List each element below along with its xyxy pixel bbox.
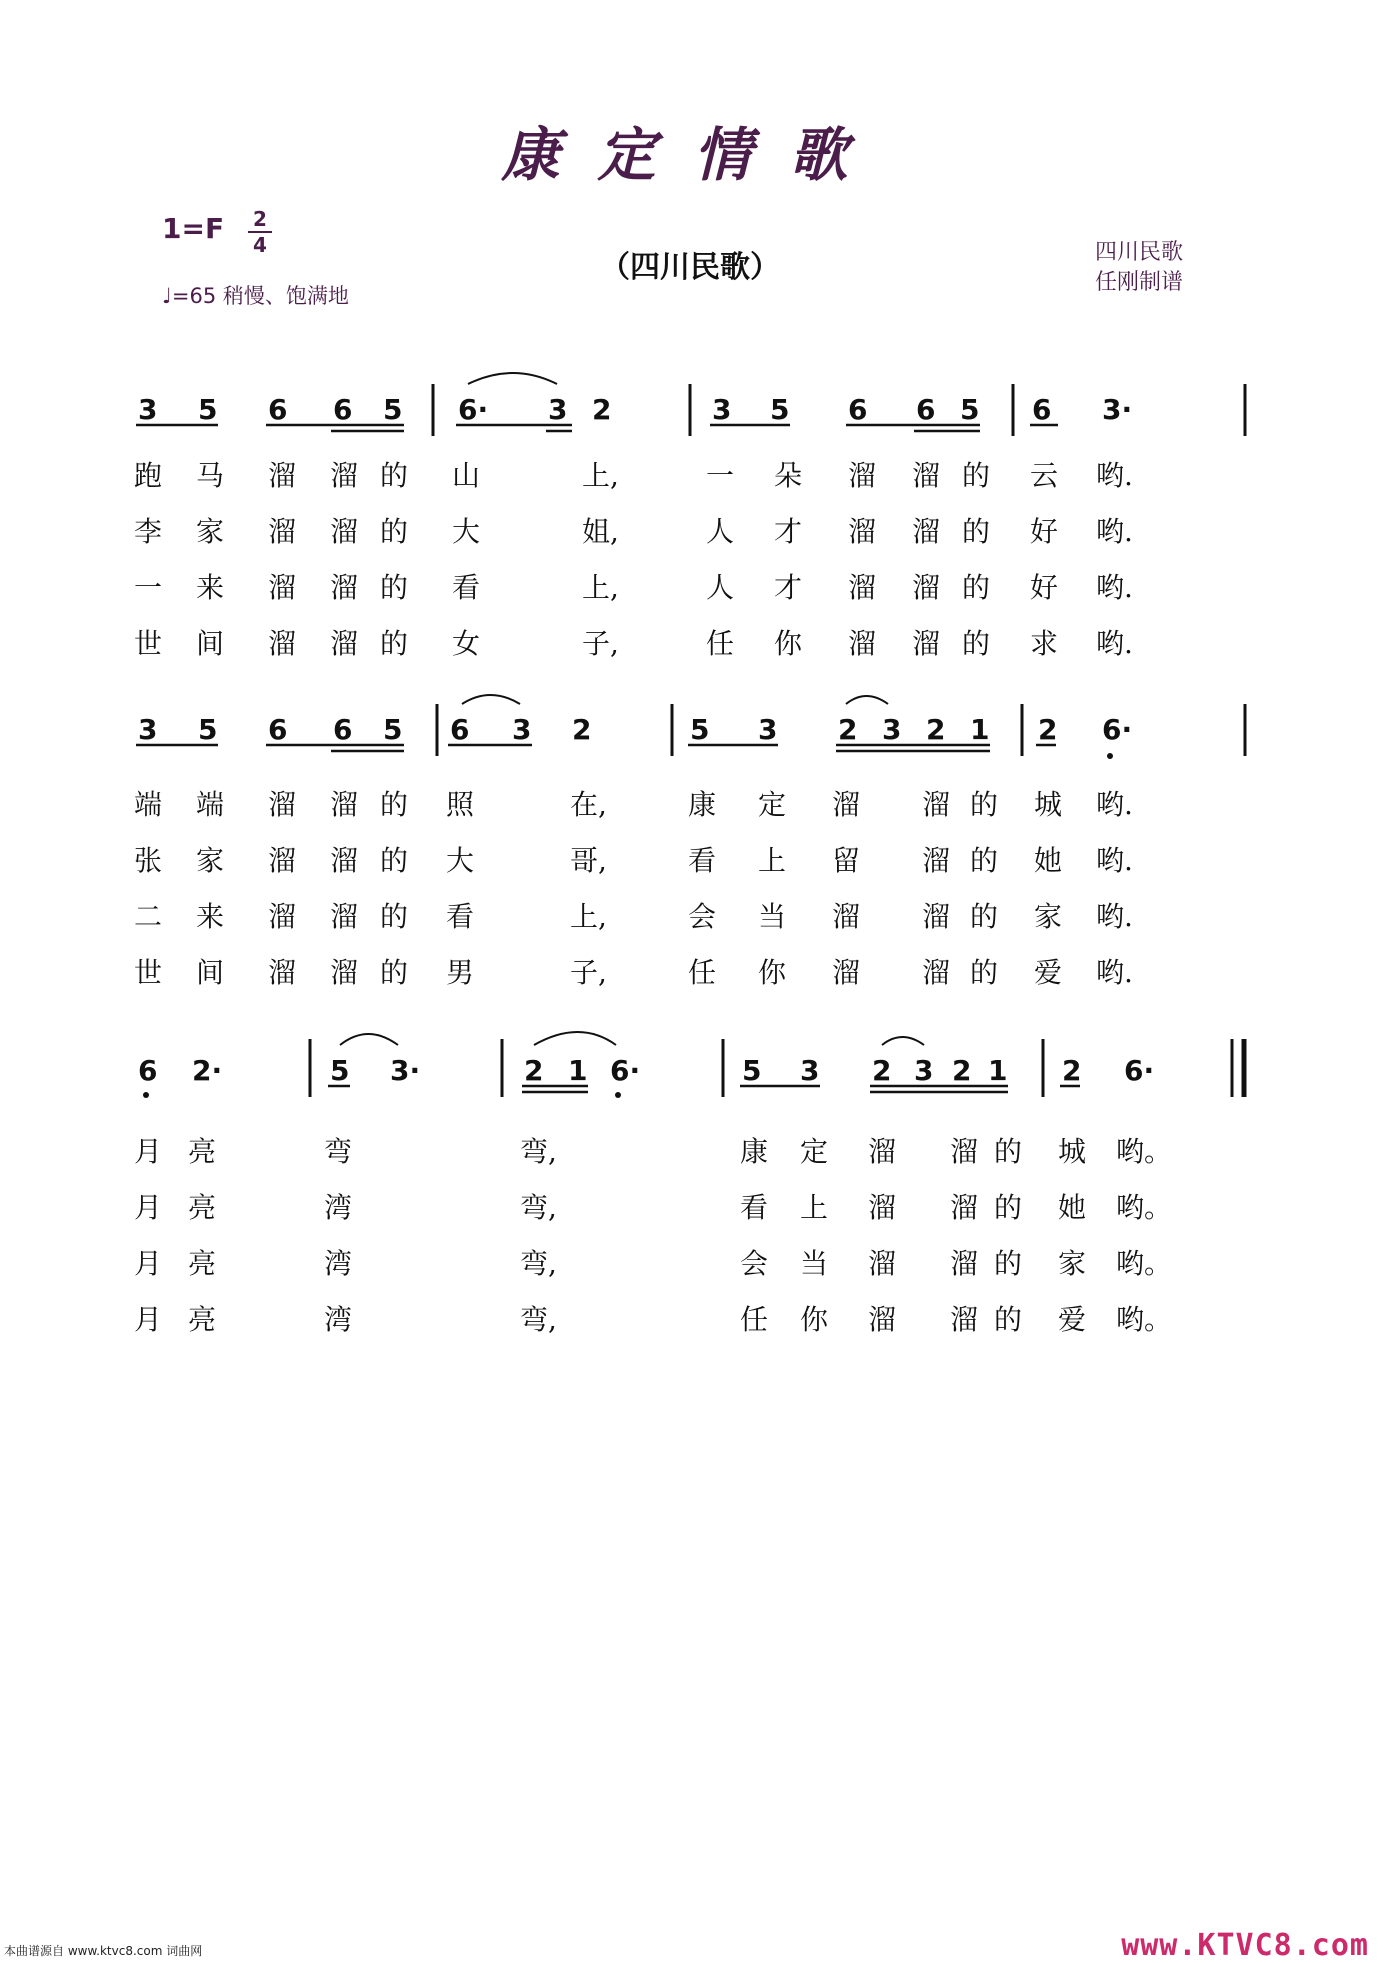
lyric: 溜 [268, 788, 297, 821]
page-title: 康定情歌 [501, 121, 886, 189]
lyric: 亮 [188, 1135, 217, 1168]
lyric: 子, [570, 956, 607, 989]
lyric: 家 [196, 844, 225, 877]
lyric: 朵 [774, 459, 803, 492]
lyric: 的 [962, 571, 991, 604]
note: 1 [568, 1054, 588, 1087]
note: 2 [1062, 1054, 1082, 1087]
note: 6 [1032, 393, 1052, 426]
lyric: 的 [994, 1247, 1023, 1280]
lyric: 湾 [324, 1191, 353, 1224]
lyric: 才 [774, 571, 803, 604]
note: 3 [882, 713, 902, 746]
lyric: 的 [994, 1303, 1023, 1336]
lyric: 哟. [1096, 627, 1133, 660]
lyric: 溜 [950, 1191, 979, 1224]
lyric: 会 [688, 900, 717, 933]
lyric: 溜 [832, 956, 861, 989]
score-system-2 [0, 690, 1387, 990]
lyric: 湾 [324, 1247, 353, 1280]
note: 5 [383, 393, 403, 426]
note: 5 [770, 393, 790, 426]
note: 3 [800, 1054, 820, 1087]
lyric: 的 [970, 956, 999, 989]
lyric-verse-1 [134, 788, 1133, 821]
lyric: 溜 [330, 627, 359, 660]
note: 5 [383, 713, 403, 746]
lyric: 一 [706, 459, 735, 492]
note: 6 [138, 1054, 158, 1087]
lyric: 会 [740, 1247, 769, 1280]
lyric: 溜 [330, 459, 359, 492]
lyric: 定 [758, 788, 787, 821]
lyric-verse-4 [134, 956, 1133, 989]
lyric: 才 [774, 515, 803, 548]
note: 6 [268, 393, 288, 426]
note: 3 [138, 713, 158, 746]
lyric: 溜 [330, 515, 359, 548]
lyric: 溜 [832, 788, 861, 821]
lyric: 溜 [330, 844, 359, 877]
lyric: 的 [380, 459, 409, 492]
credit-arranger: 任刚制谱 [1095, 270, 1184, 295]
lyric: 弯 [324, 1135, 353, 1168]
lyric: 子, [582, 627, 619, 660]
lyric: 的 [380, 515, 409, 548]
lyric: 的 [380, 788, 409, 821]
lyric: 亮 [188, 1191, 217, 1224]
footer-source-note: 本曲谱源自 www.ktvc8.com 词曲网 [4, 1944, 203, 1958]
lyric: 任 [706, 627, 735, 660]
lyric: 的 [994, 1191, 1023, 1224]
note: 2 [572, 713, 592, 746]
lyric: 溜 [848, 515, 877, 548]
lyric-verse-3 [134, 900, 1133, 933]
note: 6· [610, 1054, 641, 1087]
lyric: 溜 [848, 627, 877, 660]
note: 6 [333, 393, 353, 426]
lyric: 溜 [950, 1135, 979, 1168]
lyric: 上, [582, 571, 619, 604]
lyric: 的 [380, 956, 409, 989]
lyric: 的 [380, 844, 409, 877]
lyric: 间 [196, 627, 225, 660]
lyric: 溜 [950, 1303, 979, 1336]
lyric: 哟. [1096, 788, 1133, 821]
lyric: 照 [446, 788, 475, 821]
lyric: 溜 [268, 571, 297, 604]
lyric: 的 [962, 459, 991, 492]
lyric: 溜 [832, 900, 861, 933]
lyric: 溜 [268, 627, 297, 660]
lyric-verse-1 [134, 1135, 1172, 1168]
lyric: 溜 [330, 788, 359, 821]
lyric-verse-2 [134, 515, 1133, 548]
time-signature-bottom: 4 [253, 233, 267, 257]
lyric: 任 [688, 956, 717, 989]
lyric: 溜 [922, 956, 951, 989]
note: 2 [1038, 713, 1058, 746]
note: 3 [914, 1054, 934, 1087]
lyric: 上 [758, 844, 787, 877]
lyric: 溜 [268, 459, 297, 492]
lyrics-block [134, 459, 1133, 660]
lyric: 当 [758, 900, 787, 933]
lyric: 溜 [868, 1303, 897, 1336]
lyric: 男 [446, 956, 475, 989]
lyric: 湾 [324, 1303, 353, 1336]
lyric: 端 [196, 788, 225, 821]
lyric: 弯, [520, 1191, 557, 1224]
lyric: 她 [1058, 1191, 1087, 1224]
note: 3 [138, 393, 158, 426]
lyric: 溜 [950, 1247, 979, 1280]
note: 5 [330, 1054, 350, 1087]
lyric: 在, [570, 788, 607, 821]
lyric: 溜 [922, 788, 951, 821]
site-watermark: www.KTVC8.com [1121, 1928, 1369, 1963]
lyric: 爱 [1034, 956, 1063, 989]
lyric: 爱 [1058, 1303, 1087, 1336]
lyric: 李 [134, 515, 163, 548]
note: 2 [952, 1054, 972, 1087]
note: 6 [450, 713, 470, 746]
note: 1 [988, 1054, 1008, 1087]
notes-row [138, 393, 1132, 426]
lyric: 好 [1030, 571, 1059, 604]
lyric: 你 [800, 1303, 829, 1336]
lyric: 女 [452, 627, 481, 660]
lyric: 溜 [912, 459, 941, 492]
lyric: 你 [774, 627, 803, 660]
lyric: 哟. [1096, 844, 1133, 877]
note: 5 [742, 1054, 762, 1087]
note: 6· [1102, 713, 1133, 746]
notes-row [138, 1054, 1154, 1087]
lyric: 山 [452, 459, 481, 492]
lyric: 世 [134, 956, 163, 989]
credits [1095, 238, 1183, 298]
lyric: 康 [740, 1135, 769, 1168]
note: 5 [690, 713, 710, 746]
lyric: 哟. [1096, 900, 1133, 933]
lyric: 世 [134, 627, 163, 660]
credit-origin: 四川民歌 [1095, 240, 1184, 265]
time-signature-top: 2 [253, 207, 267, 231]
lyric-verse-2 [134, 844, 1133, 877]
lyric: 的 [970, 844, 999, 877]
note: 2 [838, 713, 858, 746]
lyric: 溜 [868, 1191, 897, 1224]
note: 3 [712, 393, 732, 426]
lyric: 马 [196, 459, 225, 492]
note: 6 [268, 713, 288, 746]
note: 2 [524, 1054, 544, 1087]
lyric: 康 [688, 788, 717, 821]
lyric: 看 [740, 1191, 769, 1224]
lyric: 的 [380, 900, 409, 933]
lyric: 定 [800, 1135, 829, 1168]
lyric-verse-2 [134, 1191, 1172, 1224]
lyric: 溜 [330, 900, 359, 933]
lyric: 人 [706, 571, 735, 604]
lyric: 溜 [268, 956, 297, 989]
note: 2 [872, 1054, 892, 1087]
lyric: 哟。 [1116, 1135, 1173, 1168]
note: 5 [960, 393, 980, 426]
lyric: 的 [994, 1135, 1023, 1168]
lyric: 溜 [330, 571, 359, 604]
note: 3 [548, 393, 568, 426]
score-system-1 [0, 370, 1387, 670]
lyric: 的 [380, 627, 409, 660]
lyric: 张 [134, 844, 163, 877]
lyric: 弯, [520, 1303, 557, 1336]
note: 3 [758, 713, 778, 746]
lyric: 亮 [188, 1303, 217, 1336]
lyric-verse-4 [134, 1303, 1172, 1336]
lyric: 人 [706, 515, 735, 548]
lyric: 大 [452, 515, 481, 548]
lyric: 的 [962, 627, 991, 660]
lyric: 哟. [1096, 459, 1133, 492]
lyric: 弯, [520, 1247, 557, 1280]
lyric: 的 [380, 571, 409, 604]
lyric: 溜 [868, 1247, 897, 1280]
lyric: 家 [196, 515, 225, 548]
lyric: 哥, [570, 844, 607, 877]
lyric: 月 [134, 1303, 163, 1336]
note: 6 [333, 713, 353, 746]
lyric: 溜 [912, 515, 941, 548]
lyric: 的 [970, 788, 999, 821]
lyric: 亮 [188, 1247, 217, 1280]
lyric: 溜 [848, 459, 877, 492]
lyric: 家 [1034, 900, 1063, 933]
lyric: 哟。 [1116, 1303, 1173, 1336]
lyric: 云 [1030, 459, 1059, 492]
lyric-verse-4 [134, 627, 1133, 660]
lyric: 月 [134, 1135, 163, 1168]
lyric: 看 [688, 844, 717, 877]
lyric: 溜 [868, 1135, 897, 1168]
lyric: 留 [832, 844, 861, 877]
lyric: 一 [134, 571, 163, 604]
lyric: 弯, [520, 1135, 557, 1168]
lyric: 哟. [1096, 571, 1133, 604]
lyric: 间 [196, 956, 225, 989]
lyric: 城 [1034, 788, 1063, 821]
lyric: 求 [1030, 627, 1059, 660]
note: 3 [512, 713, 532, 746]
note: 6 [916, 393, 936, 426]
lyric: 月 [134, 1191, 163, 1224]
lyric: 溜 [330, 956, 359, 989]
lyric: 家 [1058, 1247, 1087, 1280]
lyric: 月 [134, 1247, 163, 1280]
lyric: 任 [740, 1303, 769, 1336]
lyric: 大 [446, 844, 475, 877]
lyric: 溜 [268, 844, 297, 877]
lyric: 城 [1058, 1135, 1087, 1168]
time-signature [248, 208, 272, 256]
lyric: 上, [570, 900, 607, 933]
lyric-verse-1 [134, 459, 1133, 492]
score-system-3 [0, 1025, 1387, 1345]
lyric: 溜 [268, 515, 297, 548]
lyric: 溜 [922, 900, 951, 933]
lyric: 跑 [134, 459, 163, 492]
lyric: 哟。 [1116, 1191, 1173, 1224]
lyrics-block [134, 1135, 1172, 1336]
lyric: 哟. [1096, 956, 1133, 989]
lyric: 来 [196, 571, 225, 604]
note: 2 [592, 393, 612, 426]
note: 6· [458, 393, 489, 426]
note: 1 [970, 713, 990, 746]
notes-row [138, 713, 1132, 746]
lyric-verse-3 [134, 571, 1133, 604]
note: 5 [198, 393, 218, 426]
lyrics-block [134, 788, 1133, 989]
lyric: 上, [582, 459, 619, 492]
lyric: 溜 [912, 571, 941, 604]
lyric: 好 [1030, 515, 1059, 548]
lyric: 当 [800, 1247, 829, 1280]
lyric: 哟. [1096, 515, 1133, 548]
note: 3· [1102, 393, 1133, 426]
lyric: 的 [970, 900, 999, 933]
lyric: 溜 [268, 900, 297, 933]
key-signature: 1=F [162, 212, 225, 245]
lyric: 她 [1034, 844, 1063, 877]
lyric: 你 [758, 956, 787, 989]
lyric: 的 [962, 515, 991, 548]
lyric: 哟。 [1116, 1247, 1173, 1280]
lyric: 来 [196, 900, 225, 933]
lyric-verse-3 [134, 1247, 1172, 1280]
tempo-marking: ♩=65 稍慢、饱满地 [162, 284, 349, 308]
note: 6 [848, 393, 868, 426]
note: 2· [192, 1054, 223, 1087]
note: 6· [1124, 1054, 1155, 1087]
lyric: 溜 [922, 844, 951, 877]
note: 3· [390, 1054, 421, 1087]
note: 2 [926, 713, 946, 746]
lyric: 溜 [848, 571, 877, 604]
lyric: 溜 [912, 627, 941, 660]
lyric: 看 [446, 900, 475, 933]
lyric: 二 [134, 900, 163, 933]
lyric: 姐, [582, 515, 619, 548]
lyric: 上 [800, 1191, 829, 1224]
subtitle: （四川民歌） [600, 250, 780, 285]
lyric: 端 [134, 788, 163, 821]
note: 5 [198, 713, 218, 746]
lyric: 看 [452, 571, 481, 604]
